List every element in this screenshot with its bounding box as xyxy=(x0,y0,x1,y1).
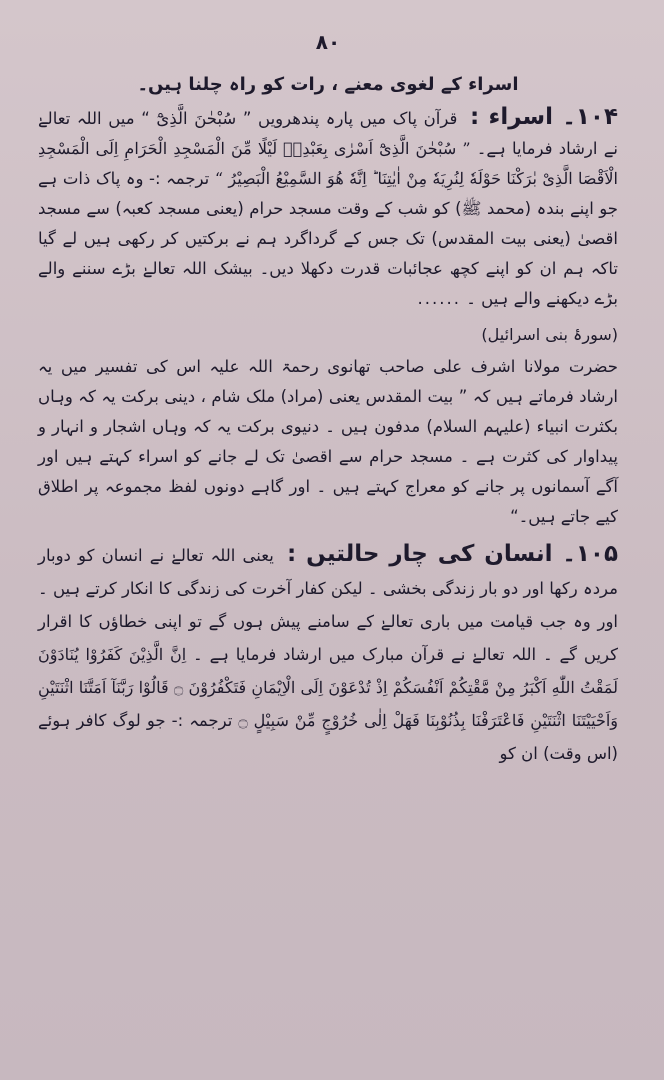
section-104-translation: ترجمہ :- وہ پاک ذات ہے جو اپنے بندہ (محمد ﷺ) کو شب کے وقت مسجد حرام (یعنی مسجد کعبہ) سے مسجد اقصیٰ (یعنی بیت المقدس) تک جس کے گرداگرد ہم نے برکتیں کر رکھی ہیں لے گیا تاکہ ہم ان کو اپنے کچھ عجائبات قدرت دکھلا دیں۔ بیشک اللہ تعالےٰ بڑے سننے والے بڑے دیکھنے والے ہیں ۔ xyxy=(38,169,618,308)
section-104-intro: قرآن پاک میں پارہ پندھرویں ” سُبْحٰنَ الَّذِیْٓ “ میں اللہ تعالےٰ نے ارشاد فرمایا ہے۔ xyxy=(38,109,618,158)
section-104-commentary: حضرت مولانا اشرف علی صاحب تھانوی رحمۃ اللہ علیہ اس کی تفسیر میں یہ ارشاد فرماتے ہیں کہ ” بیت المقدس یعنی (مراد) ملک شام ، دینی برکت یہ کہ وہاں بکثرت انبیاء (علیہم السلام) مدفون ہیں ۔ دنیوی برکت یہ کہ وہاں اشجار و انہار و پیداوار کی کثرت ہے ۔ مسجد حرام سے اقصیٰ تک لے جانے کو اسراء کہتے ہیں اور آگے آسمانوں پر جانے کو معراج کہتے ہیں ۔ اور گاہے دونوں لفظ مجموعہ پر اطلاق کیے جاتے ہیں۔“ xyxy=(38,357,618,526)
section-104-arabic-verse: ” سُبْحٰنَ الَّذِیْٓ اَسْرٰی بِعَبْدِهٖ لَیْلًا مِّنَ الْمَسْجِدِ الْحَرَامِ اِلَی الْمَسْجِدِ الْاَقْصَا الَّذِیْ بٰرَكْنَا حَوْلَهٗ لِنُرِیَهٗ مِنْ اٰیٰتِنَا ؕ اِنَّهٗ هُوَ السَّمِیْعُ الْبَصِیْرُ “ xyxy=(38,139,619,188)
section-105-paragraph xyxy=(38,538,618,770)
section-104-dots: ...... xyxy=(417,289,461,308)
section-105-intro: یعنی اللہ تعالےٰ نے انسان کو دوبار مردہ رکھا اور دو بار زندگی بخشی ۔ لیکن کفار آخرت کی زندگی کا انکار کرتے ہیں ۔ اور وہ جب قیامت میں باری تعالےٰ کے سامنے پیش ہوں گے تو اپنی خطاؤں کا اقرار کریں گے ۔ اللہ تعالےٰ نے قرآن مبارک میں ارشاد فرمایا ہے ۔ xyxy=(38,546,618,664)
section-104-source: (سورۂ بنی اسرائیل) xyxy=(481,325,618,344)
section-105-heading: ۱۰۵۔ انسان کی چار حالتیں : xyxy=(287,541,619,567)
section-104-subtitle: اسراء کے لغوی معنے ، رات کو راہ چلنا ہیں۔ xyxy=(137,74,519,95)
section-104-heading: ۱۰۴۔ اسراء : xyxy=(469,104,618,130)
section-104-paragraph xyxy=(38,102,618,314)
section-105-arabic-verse: اِنَّ الَّذِیْنَ كَفَرُوْا یُنَادَوْنَ لَمَقْتُ اللّٰهِ اَكْبَرُ مِنْ مَّقْتِكُمْ اَنْفُسَكُمْ اِذْ تُدْعَوْنَ اِلَی الْاِیْمَانِ فَتَكْفُرُوْنَ ۝ قَالُوْا رَبَّنَآ اَمَتَّنَا اثْنَتَیْنِ وَاَحْیَیْتَنَا اثْنَتَیْنِ فَاعْتَرَفْنَا بِذُنُوْبِنَا فَهَلْ اِلٰی خُرُوْجٍ مِّنْ سَبِیْلٍ ۝ xyxy=(38,645,619,730)
section-105-translation: ترجمہ :- جو لوگ کافر ہوئے (اس وقت) ان کو xyxy=(38,711,618,763)
page-number: ۸۰ xyxy=(315,30,341,54)
